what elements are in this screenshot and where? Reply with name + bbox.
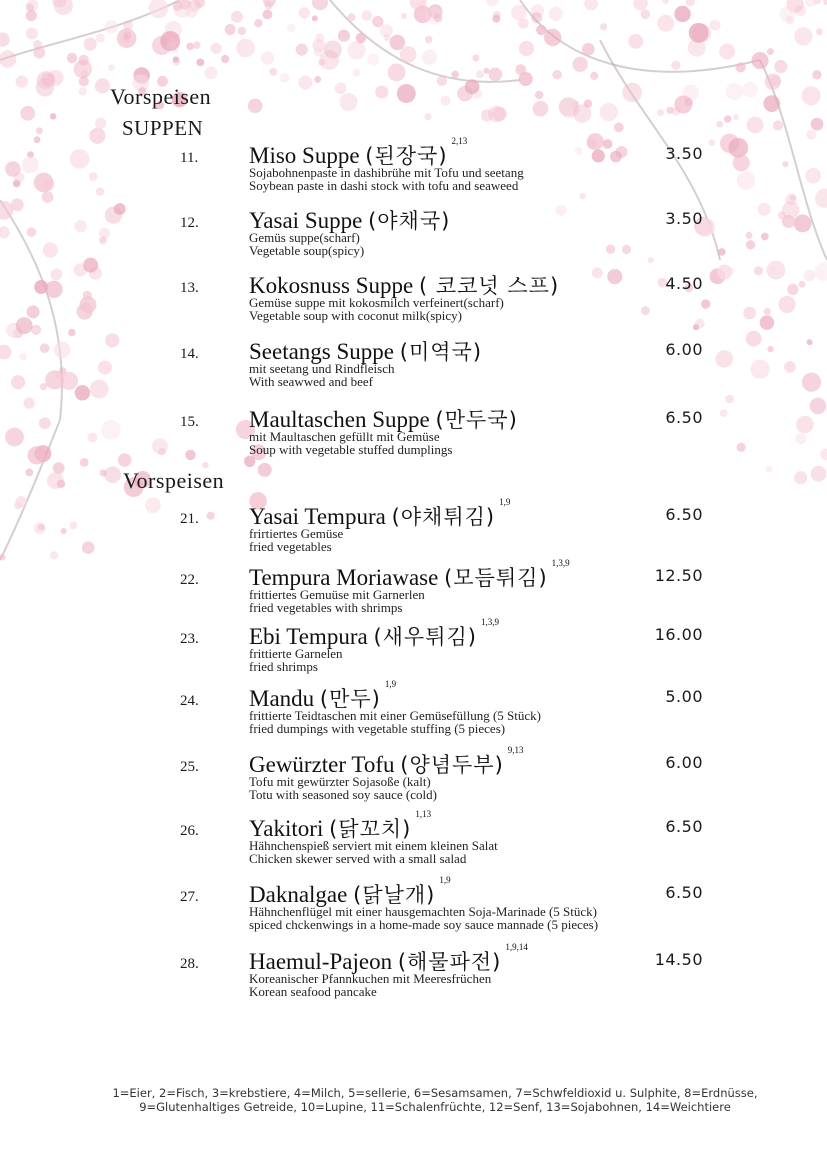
item-korean-name: (닭꼬치) <box>329 817 412 841</box>
item-price: 6.00 <box>665 340 703 359</box>
item-number: 25. <box>180 759 199 775</box>
item-description-en: fried shrimps <box>249 659 318 674</box>
item-number: 22. <box>180 572 199 588</box>
item-korean-name: (닭날개) <box>353 883 436 907</box>
item-name: Seetangs Suppe <box>249 339 395 364</box>
item-description <box>249 430 452 456</box>
item-description-de: Gemüse suppe mit kokosmilch verfeinert(scharf) <box>249 295 504 310</box>
item-price: 3.50 <box>665 144 703 163</box>
item-allergens: 2,13 <box>451 136 468 146</box>
item-description-en: fried dumpings with vegetable stuffing (5 pieces) <box>249 721 506 736</box>
item-name: Yasai Suppe <box>249 208 363 233</box>
item-description-de: mit seetang und Rindfleisch <box>249 361 395 376</box>
item-description <box>249 231 364 257</box>
item-korean-name: (만두국) <box>435 408 518 432</box>
item-korean-name: (만두) <box>319 687 381 711</box>
item-korean-name: ( 코코넛 스프) <box>418 274 560 298</box>
section-heading-vorspeisen: Vorspeisen <box>123 468 225 493</box>
allergen-legend-line-1: 1=Eier, 2=Fisch, 3=krebstiere, 4=Milch, 5=sellerie, 6=Sesamsamen, 7=Schwfeldioxid u. Sulphite, 8=Erdnüsse, <box>112 1086 758 1100</box>
item-price: 16.00 <box>654 625 703 644</box>
item-price: 6.00 <box>665 753 703 772</box>
item-description <box>249 709 541 735</box>
item-name: Kokosnuss Suppe <box>249 273 414 298</box>
item-allergens: 1,9 <box>439 875 451 885</box>
item-description <box>249 527 343 553</box>
item-price: 6.50 <box>665 883 703 902</box>
item-name: Yasai Tempura <box>249 504 386 529</box>
item-description-de: frirtiertes Gemüse <box>249 526 344 541</box>
item-price: 14.50 <box>654 950 703 969</box>
item-name: Maultaschen Suppe <box>249 407 430 432</box>
item-allergens: 1,3,9 <box>551 558 570 568</box>
item-description <box>249 166 524 192</box>
item-description-de: Sojabohnenpaste in dashibrühe mit Tofu und seetang <box>249 165 524 180</box>
item-description-de: Gemüs suppe(scharf) <box>249 230 360 245</box>
item-description-en: Soybean paste in dashi stock with tofu and seaweed <box>249 178 519 193</box>
item-price: 4.50 <box>665 274 703 293</box>
item-description <box>249 775 437 801</box>
item-description-en: Chicken skewer served with a small salad <box>249 851 467 866</box>
item-korean-name: (야채국) <box>368 209 451 233</box>
item-name: Gewürzter Tofu <box>249 752 395 777</box>
item-description <box>249 296 504 322</box>
item-description <box>249 972 491 998</box>
item-name: Ebi Tempura <box>249 624 368 649</box>
item-description-en: With seawwed and beef <box>249 374 374 389</box>
item-korean-name: (양념두부) <box>400 753 504 777</box>
section-heading-vorspeisen-top: Vorspeisen <box>110 84 212 109</box>
item-description-de: Koreanischer Pfannkuchen mit Meeresfrüchen <box>249 971 492 986</box>
item-allergens: 1,3,9 <box>480 617 499 627</box>
item-number: 13. <box>180 280 199 296</box>
item-allergens: 1,9 <box>384 679 397 689</box>
item-description <box>249 588 425 614</box>
item-allergens: 1,13 <box>415 809 432 819</box>
item-description <box>249 905 598 931</box>
item-price: 3.50 <box>665 209 703 228</box>
item-description <box>249 839 498 865</box>
allergen-legend <box>0 1086 827 1114</box>
item-name: Miso Suppe <box>249 143 360 168</box>
item-description-de: frittierte Teidtaschen mit einer Gemüsefüllung (5 Stück) <box>249 708 541 723</box>
item-korean-name: (새우튀김) <box>373 625 477 649</box>
item-description-en: Totu with seasoned soy sauce (cold) <box>249 787 437 802</box>
item-description-en: Vegetable soup(spicy) <box>249 243 365 258</box>
item-description-de: Tofu mit gewürzter Sojasoße (kalt) <box>249 774 431 789</box>
item-price: 6.50 <box>665 817 703 836</box>
item-number: 28. <box>180 956 199 972</box>
item-description <box>249 362 395 388</box>
item-price: 6.50 <box>665 408 703 427</box>
item-name: Mandu <box>249 686 315 711</box>
item-name: Tempura Moriawase <box>249 565 439 590</box>
item-price: 5.00 <box>665 687 703 706</box>
item-description-de: Hähnchenflügel mit einer hausgemachten Soja-Marinade (5 Stück) <box>249 904 597 919</box>
section-heading-suppen: SUPPEN <box>122 116 204 140</box>
item-allergens: 9,13 <box>507 745 524 755</box>
item-number: 14. <box>180 346 199 362</box>
item-description-de: mit Maultaschen gefüllt mit Gemüse <box>249 429 440 444</box>
item-description-de: frittierte Garnelen <box>249 646 343 661</box>
item-number: 12. <box>180 215 199 231</box>
item-korean-name: (야채튀김) <box>391 505 496 529</box>
item-description <box>249 647 342 673</box>
item-allergens: 1,9 <box>499 497 511 507</box>
item-description-en: fried vegetables <box>249 539 332 554</box>
item-number: 15. <box>180 414 199 430</box>
item-number: 26. <box>180 823 199 839</box>
item-description-en: Vegetable soup with coconut milk(spicy) <box>249 308 463 323</box>
item-description-en: fried vegetables with shrimps <box>249 600 403 615</box>
item-korean-name: (된장국) <box>365 144 448 168</box>
item-name: Daknalgae <box>249 882 348 907</box>
item-korean-name: (모듬튀김) <box>444 566 548 590</box>
item-description-de: Hähnchenspieß serviert mit einem kleinen Salat <box>249 838 498 853</box>
item-description-en: spiced chckenwings in a home-made soy sauce mannade (5 pieces) <box>249 917 599 932</box>
item-description-de: frittiertes Gemuüse mit Garnerlen <box>249 587 425 602</box>
item-name: Yakitori <box>249 816 324 841</box>
item-name: Haemul-Pajeon <box>249 949 393 974</box>
item-price: 6.50 <box>665 505 703 524</box>
item-number: 23. <box>180 631 199 647</box>
item-description-en: Soup with vegetable stuffed dumplings <box>249 442 453 457</box>
item-number: 24. <box>180 693 199 709</box>
allergen-legend-line-2: 9=Glutenhaltiges Getreide, 10=Lupine, 11=Schalenfrüchte, 12=Senf, 13=Sojabohnen, 14=Weichtiere <box>139 1100 731 1114</box>
item-price: 12.50 <box>654 566 703 585</box>
item-allergens: 1,9,14 <box>505 942 528 952</box>
item-number: 21. <box>180 511 199 527</box>
item-korean-name: (해물파전) <box>397 950 502 974</box>
item-number: 11. <box>180 150 199 166</box>
item-number: 27. <box>180 889 199 905</box>
item-korean-name: (미역국) <box>399 340 483 364</box>
item-description-en: Korean seafood pancake <box>249 984 377 999</box>
